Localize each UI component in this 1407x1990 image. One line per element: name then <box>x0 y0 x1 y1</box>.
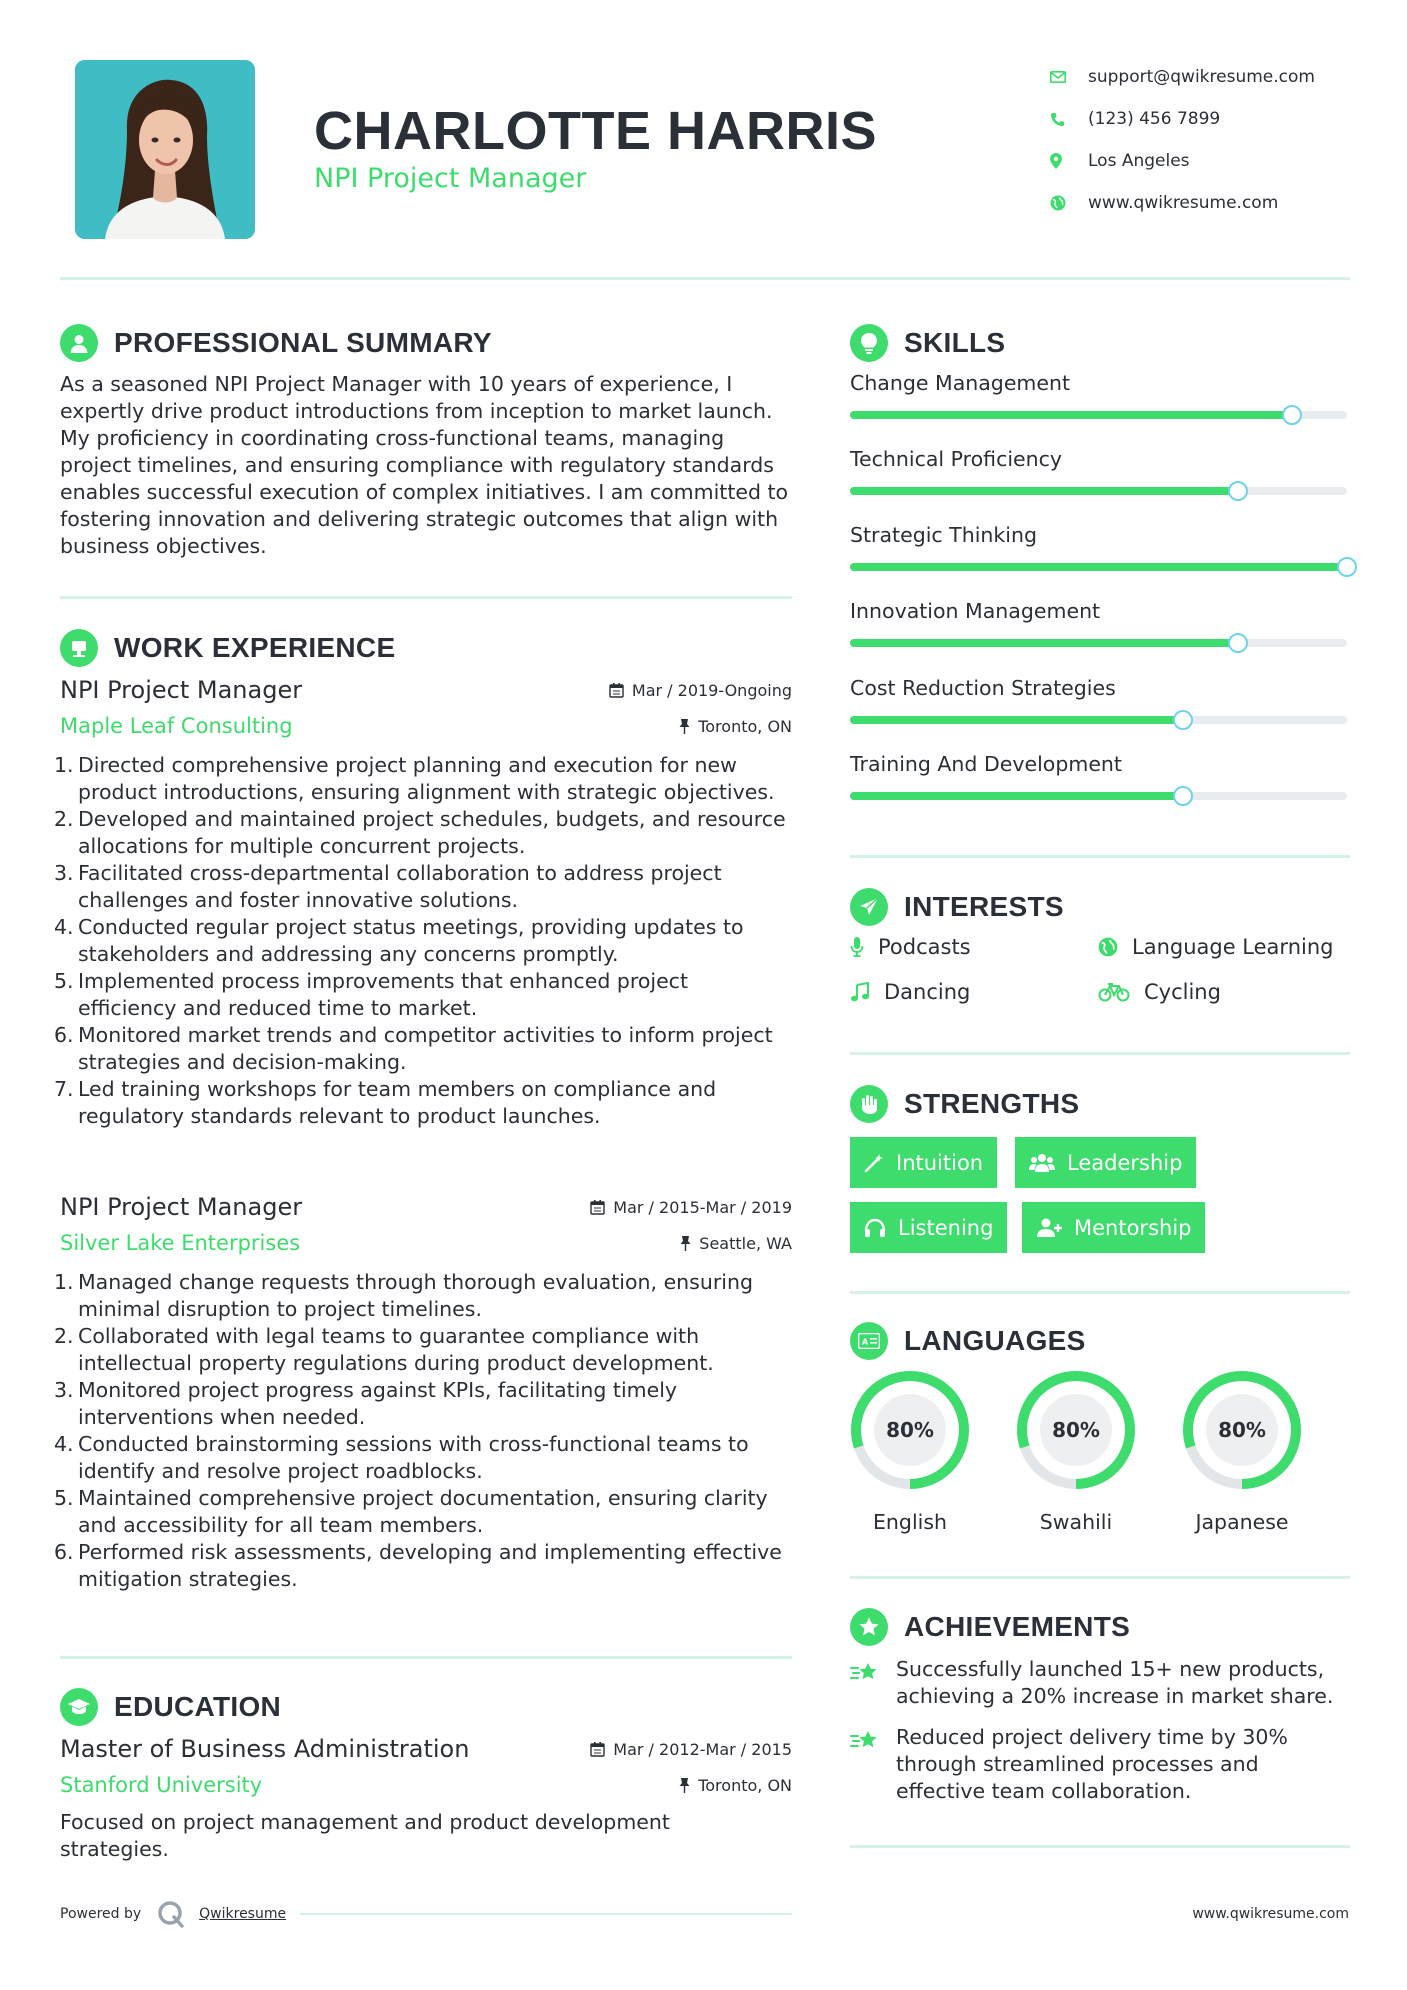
job-dates <box>609 681 792 700</box>
qwikresume-logo-icon <box>155 1898 187 1930</box>
globe-icon <box>1098 937 1118 957</box>
interest-label: Dancing <box>884 980 971 1004</box>
job-location-text: Seattle, WA <box>699 1233 792 1253</box>
skill-bar-knob <box>1282 405 1302 425</box>
magic-wand-icon <box>864 1153 884 1173</box>
list-item: 1. Managed change requests through thorough evaluation, ensuring minimal disruption to project timelines. <box>54 1270 753 1321</box>
skill-bar-track <box>850 716 1347 724</box>
job-entry <box>54 1193 792 1593</box>
achievement-text: Reduced project delivery time by 30% through streamlined processes and effective team collaboration. <box>896 1725 1288 1803</box>
job-bullets <box>54 1269 792 1593</box>
language-ring <box>1180 1368 1304 1492</box>
language-item <box>1014 1368 1138 1534</box>
interests-title: INTERESTS <box>904 891 1064 922</box>
skill-item <box>850 676 1350 700</box>
interests-divider <box>850 1052 1350 1055</box>
job-location <box>680 1234 792 1253</box>
skill-item <box>850 523 1350 547</box>
strength-label: Listening <box>898 1215 994 1240</box>
languages-heading <box>850 1322 1086 1360</box>
graduation-icon <box>60 1688 98 1726</box>
skill-name: Strategic Thinking <box>850 523 1037 547</box>
job-bullets <box>54 752 792 1130</box>
microphone-icon <box>850 937 864 957</box>
job-header-row <box>60 1193 792 1221</box>
strengths-title: STRENGTHS <box>904 1088 1080 1119</box>
calendar-icon <box>609 683 624 698</box>
experience-divider <box>60 1656 792 1659</box>
skill-bar-track <box>850 563 1347 571</box>
achievement-item <box>850 1724 1350 1805</box>
education-school: Stanford University <box>60 1773 263 1797</box>
job-title: NPI Project Manager <box>60 1193 303 1221</box>
achievement-item <box>850 1656 1350 1710</box>
skills-title: SKILLS <box>904 327 1006 358</box>
header-divider <box>60 277 1350 280</box>
map-pin-icon <box>1050 153 1088 169</box>
language-percent: 80% <box>1052 1418 1100 1442</box>
skill-bar-track <box>850 639 1347 647</box>
job-entry <box>54 676 792 1130</box>
skills-divider <box>850 855 1350 858</box>
summary-heading <box>60 324 492 362</box>
headphones-icon <box>864 1218 886 1238</box>
language-name: Japanese <box>1195 1510 1289 1534</box>
skill-bar-knob <box>1337 557 1357 577</box>
website-text: www.qwikresume.com <box>1088 193 1279 213</box>
language-item <box>848 1368 972 1534</box>
skill-item <box>850 371 1350 395</box>
footer-website[interactable]: www.qwikresume.com <box>1192 1906 1349 1922</box>
pushpin-icon <box>679 1778 690 1793</box>
strengths-heading <box>850 1085 1079 1123</box>
education-entry <box>60 1735 792 1863</box>
star-badge-icon <box>850 1608 888 1646</box>
skill-bar-track <box>850 792 1347 800</box>
paper-plane-icon <box>850 888 888 926</box>
job-company: Maple Leaf Consulting <box>60 714 293 738</box>
profile-photo <box>75 60 255 239</box>
education-degree: Master of Business Administration <box>60 1735 470 1763</box>
skill-bar-fill <box>850 792 1183 800</box>
location-text: Los Angeles <box>1088 151 1190 171</box>
skill-item <box>850 752 1350 776</box>
language-name: Swahili <box>1039 1510 1113 1534</box>
education-location-text: Toronto, ON <box>698 1775 792 1795</box>
contact-email[interactable] <box>1050 56 1350 98</box>
list-item: 2. Developed and maintained project schedules, budgets, and resource allocations for multiple concurrent projects. <box>54 807 786 858</box>
skill-name: Cost Reduction Strategies <box>850 676 1116 700</box>
powered-by-label: Powered by <box>60 1906 142 1922</box>
pushpin-icon <box>679 719 690 734</box>
skill-bar-fill <box>850 639 1238 647</box>
skills-heading <box>850 324 1005 362</box>
language-ring <box>848 1368 972 1492</box>
interest-label: Podcasts <box>878 935 971 959</box>
education-header-row <box>60 1735 792 1763</box>
education-dates-text: Mar / 2012-Mar / 2015 <box>613 1739 792 1759</box>
interest-item <box>1098 935 1333 959</box>
job-location-text: Toronto, ON <box>698 716 792 736</box>
education-school-row <box>60 1773 792 1797</box>
achievement-text: Successfully launched 15+ new products, achieving a 20% increase in market share. <box>896 1657 1334 1708</box>
skill-bar-fill <box>850 563 1347 571</box>
contact-list <box>1050 56 1350 224</box>
skill-bar-fill <box>850 411 1292 419</box>
job-title: NPI Project Manager <box>60 676 303 704</box>
list-item: 5. Implemented process improvements that enhanced project efficiency and reduced time to market. <box>54 969 688 1020</box>
skill-name: Technical Proficiency <box>850 447 1063 471</box>
interest-item <box>1098 980 1221 1004</box>
language-name: English <box>872 1510 948 1534</box>
interests-heading <box>850 888 1064 926</box>
skill-bar-fill <box>850 716 1183 724</box>
skill-bar-track <box>850 487 1347 495</box>
contact-phone[interactable] <box>1050 98 1350 140</box>
skill-name: Innovation Management <box>850 599 1101 623</box>
strengths-divider <box>850 1291 1350 1294</box>
list-item: 5. Maintained comprehensive project documentation, ensuring clarity and accessibility for all team members. <box>54 1486 768 1537</box>
job-dates <box>590 1198 792 1217</box>
list-item: 3. Monitored project progress against KPIs, facilitating timely interventions when needed. <box>54 1378 678 1429</box>
phone-text: (123) 456 7899 <box>1088 109 1221 129</box>
skill-item <box>850 447 1350 471</box>
skill-bar-knob <box>1228 481 1248 501</box>
language-item <box>1180 1368 1304 1534</box>
summary-text: As a seasoned NPI Project Manager with 10 years of experience, I expertly drive product introductions from inception to market launch. My proficiency in coordinating cross-functional teams, managing project timelines, and ensuring compliance with regulatory standards enables successful execution of complex initiatives. I am committed to fostering innovation and delivering strategic outcomes that align with business objectives. <box>60 372 789 558</box>
strength-tag <box>1015 1137 1196 1188</box>
contact-location <box>1050 140 1350 182</box>
interest-label: Language Learning <box>1132 935 1334 959</box>
calendar-icon <box>590 1742 605 1757</box>
music-note-icon <box>850 982 870 1002</box>
job-company: Silver Lake Enterprises <box>60 1231 301 1255</box>
strength-tag <box>1022 1202 1205 1253</box>
list-item: 2. Collaborated with legal teams to guarantee compliance with intellectual property regulations during product development. <box>54 1324 714 1375</box>
svg-text:A: A <box>862 1337 869 1347</box>
list-item: 1. Directed comprehensive project planning and execution for new product introductions, ensuring alignment with strategic objectives. <box>54 753 775 804</box>
strength-label: Intuition <box>896 1150 984 1175</box>
user-plus-icon <box>1036 1218 1062 1238</box>
skill-bar-knob <box>1173 786 1193 806</box>
education-location <box>679 1776 792 1795</box>
language-ring <box>1014 1368 1138 1492</box>
job-company-row <box>60 714 792 738</box>
education-heading <box>60 1688 281 1726</box>
qwikresume-link[interactable]: Qwikresume <box>199 1906 287 1922</box>
summary-divider <box>60 596 792 599</box>
shooting-star-icon <box>850 1656 896 1710</box>
skill-bar-fill <box>850 487 1238 495</box>
job-dates-text: Mar / 2019-Ongoing <box>631 680 792 700</box>
languages-title: LANGUAGES <box>904 1325 1086 1356</box>
shooting-star-icon <box>850 1724 896 1805</box>
skill-bar-knob <box>1228 633 1248 653</box>
experience-title: WORK EXPERIENCE <box>114 632 396 663</box>
bicycle-icon <box>1098 982 1130 1002</box>
education-dates <box>590 1740 792 1759</box>
hand-icon <box>850 1085 888 1123</box>
list-item: 4. Conducted brainstorming sessions with cross-functional teams to identify and resolve project roadblocks. <box>54 1432 749 1483</box>
list-item: 4. Conducted regular project status meetings, providing updates to stakeholders and addressing any concerns promptly. <box>54 915 744 966</box>
achievements-title: ACHIEVEMENTS <box>904 1611 1131 1642</box>
lightbulb-icon <box>850 324 888 362</box>
job-dates-text: Mar / 2015-Mar / 2019 <box>613 1197 792 1217</box>
experience-heading <box>60 629 395 667</box>
education-description: Focused on project management and product development strategies. <box>60 1810 670 1861</box>
interest-item <box>850 980 970 1004</box>
contact-website[interactable] <box>1050 182 1350 224</box>
languages-divider <box>850 1576 1350 1579</box>
globe-icon <box>1050 195 1088 211</box>
email-text: support@qwikresume.com <box>1088 67 1315 87</box>
phone-icon <box>1050 112 1088 127</box>
skill-name: Change Management <box>850 371 1071 395</box>
candidate-name: CHARLOTTE HARRIS <box>314 101 877 161</box>
briefcase-icon <box>60 629 98 667</box>
skill-item <box>850 599 1350 623</box>
job-header-row <box>60 676 792 704</box>
strength-tag <box>850 1137 997 1188</box>
list-item: 3. Facilitated cross-departmental collaboration to address project challenges and foster innovative solutions. <box>54 861 722 912</box>
skill-bar-track <box>850 411 1347 419</box>
footer-powered-by <box>60 1898 286 1930</box>
job-company-row <box>60 1231 792 1255</box>
candidate-title: NPI Project Manager <box>314 163 587 194</box>
envelope-icon <box>1050 71 1088 83</box>
language-percent: 80% <box>886 1418 934 1442</box>
skill-bar-knob <box>1173 710 1193 730</box>
summary-title: PROFESSIONAL SUMMARY <box>114 327 492 358</box>
calendar-icon <box>590 1200 605 1215</box>
achievements-heading <box>850 1608 1130 1646</box>
pushpin-icon <box>680 1236 691 1251</box>
strength-tag <box>850 1202 1007 1253</box>
strength-label: Mentorship <box>1074 1215 1192 1240</box>
interest-label: Cycling <box>1144 980 1221 1004</box>
interest-item <box>850 935 971 959</box>
users-icon <box>1029 1153 1055 1173</box>
education-title: EDUCATION <box>114 1691 282 1722</box>
list-item: 6. Performed risk assessments, developing and implementing effective mitigation strategies. <box>54 1540 782 1591</box>
footer-divider <box>300 1913 792 1915</box>
achievements-divider <box>850 1845 1350 1848</box>
language-icon <box>850 1322 888 1360</box>
strength-label: Leadership <box>1067 1150 1183 1175</box>
list-item: 7. Led training workshops for team members on compliance and regulatory standards relevant to product launches. <box>54 1077 717 1128</box>
list-item: 6. Monitored market trends and competitor activities to inform project strategies and decision-making. <box>54 1023 773 1074</box>
skill-name: Training And Development <box>850 752 1122 776</box>
language-percent: 80% <box>1218 1418 1266 1442</box>
user-icon <box>60 324 98 362</box>
job-location <box>679 717 792 736</box>
